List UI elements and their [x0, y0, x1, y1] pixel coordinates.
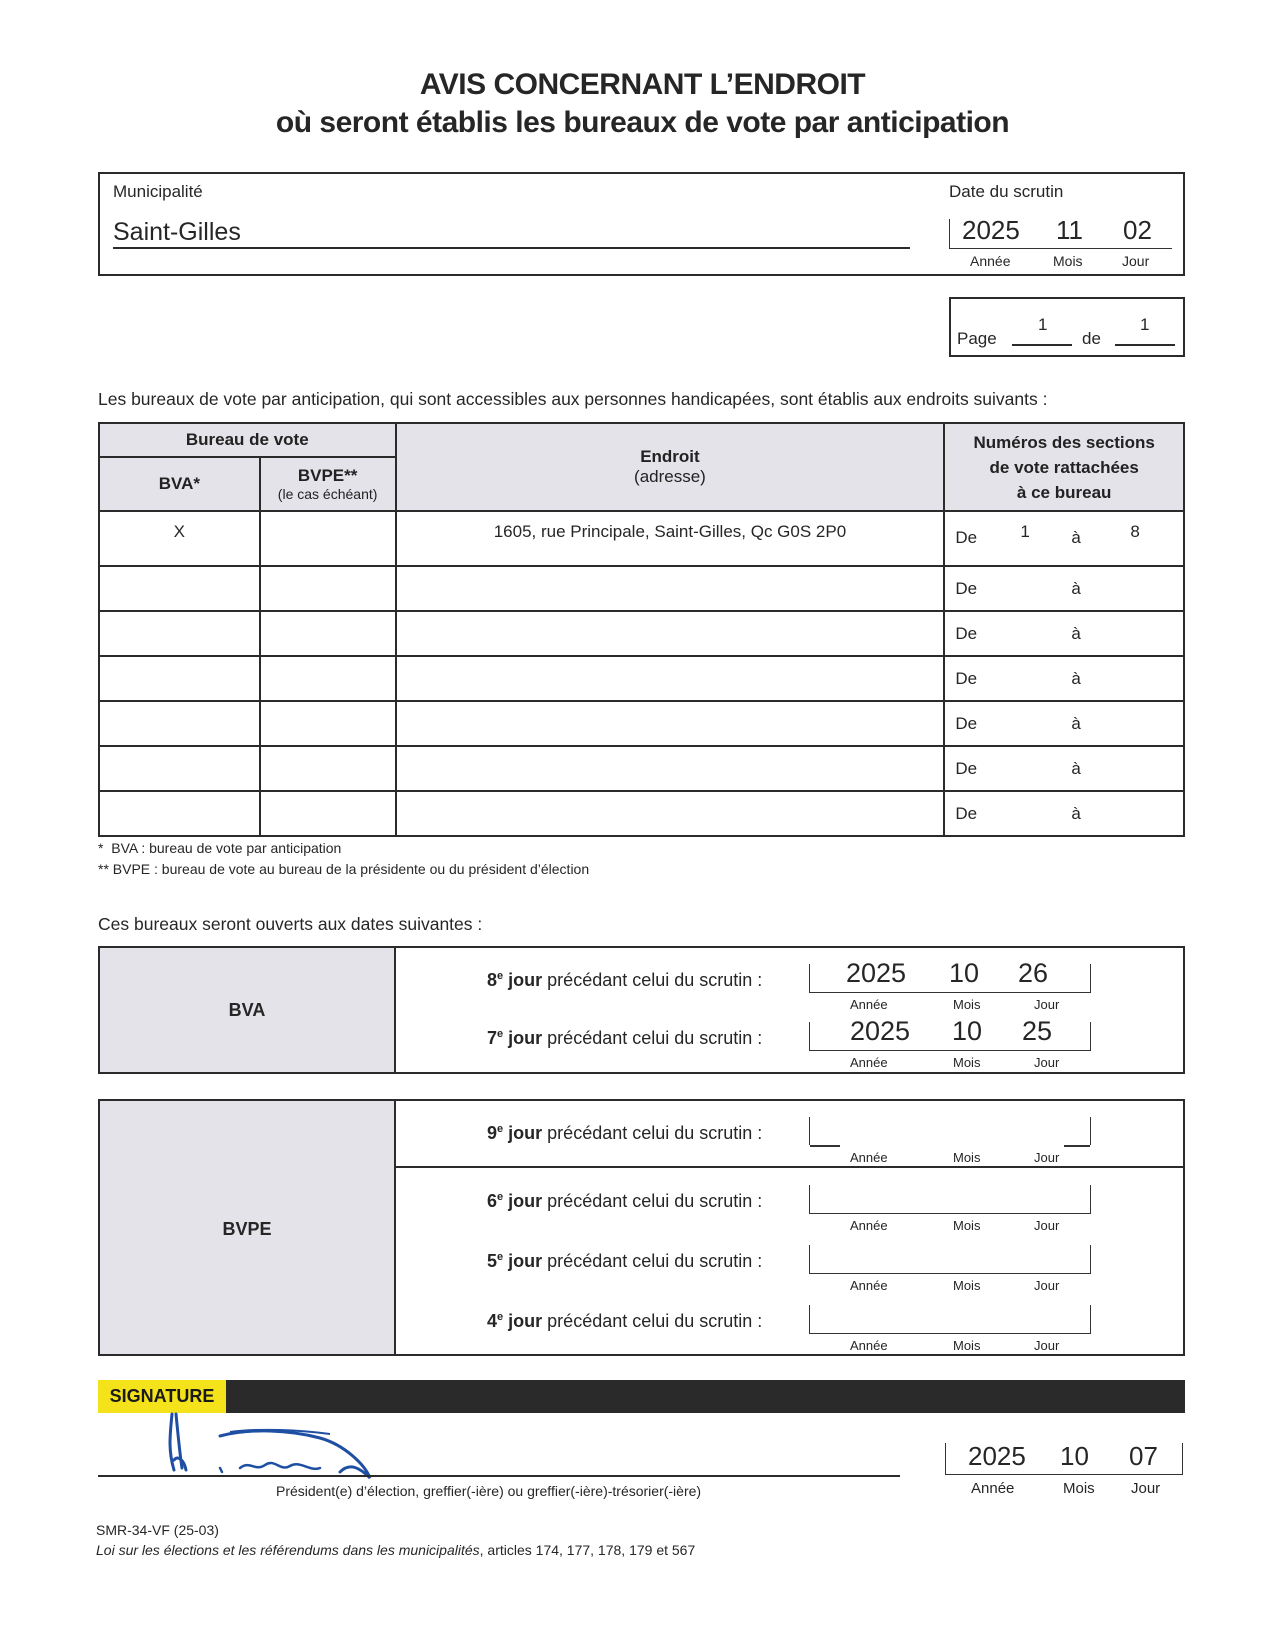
bva-cell[interactable] [99, 611, 260, 656]
bva-label: BVA [228, 1000, 266, 1020]
signature-caption: Président(e) d’élection, greffier(-ière) ou greffier(-ière)-trésorier(-ière) [276, 1483, 702, 1499]
election-month: 11 [1056, 215, 1083, 245]
bva-cell[interactable] [99, 566, 260, 611]
date-year: 2025 [850, 1016, 911, 1046]
signature-month: 10 [1060, 1441, 1089, 1471]
sections-cell[interactable] [944, 746, 1184, 791]
election-year: 2025 [962, 215, 1020, 245]
address-cell[interactable]: 1605, rue Principale, Saint-Gilles, Qc G0S 2P0 [396, 511, 945, 566]
bva-date-field-8[interactable] [809, 958, 1091, 1012]
ordinal-sup: e [497, 1028, 504, 1040]
signature-month-label: Mois [1063, 1480, 1095, 1497]
bvpe-cell[interactable] [260, 511, 396, 566]
jour-word: jour [508, 1123, 543, 1143]
bvpe-divider [394, 1099, 396, 1356]
date-month-label: Mois [953, 1278, 981, 1293]
year-caption: Année [970, 253, 1011, 269]
bvpe-cell[interactable] [260, 791, 396, 836]
from-label: De [955, 579, 978, 598]
ordinal-sup: e [497, 1251, 504, 1263]
handwritten-signature-icon [160, 1410, 390, 1480]
row-text: précédant celui du scrutin : [547, 970, 763, 990]
to-label: à [1071, 669, 1081, 688]
date-day-label: Jour [1034, 1055, 1060, 1070]
date-day: 25 [1022, 1016, 1053, 1046]
signature-line [98, 1475, 900, 1477]
municipality-label: Municipalité [113, 182, 203, 201]
jour-word: jour [508, 970, 543, 990]
polling-stations-table [98, 422, 1185, 837]
table-row [99, 701, 1184, 746]
header-endroit [396, 423, 945, 511]
bva-date-row-8 [487, 970, 762, 991]
ordinal-sup: e [497, 1123, 504, 1135]
bvpe-cell[interactable] [260, 566, 396, 611]
date-day-label: Jour [1034, 1338, 1060, 1353]
election-date-field[interactable] [949, 215, 1172, 249]
form-code: SMR-34-VF (25-03) [96, 1522, 219, 1538]
sections-cell[interactable] [944, 611, 1184, 656]
to-label: à [1071, 804, 1081, 823]
sections-cell[interactable] [944, 566, 1184, 611]
row-text: précédant celui du scrutin : [547, 1191, 763, 1211]
address-cell[interactable] [396, 656, 945, 701]
date-day-label: Jour [1034, 997, 1060, 1012]
page-number[interactable]: 1 [1038, 315, 1048, 334]
address-cell[interactable] [396, 611, 945, 656]
header-sections-line1: Numéros des sections [973, 432, 1155, 452]
election-day: 02 [1123, 215, 1152, 245]
from-label: De [955, 624, 978, 643]
ordinal-sup: e [497, 1311, 504, 1323]
ordinal-sup: e [497, 970, 504, 982]
to-label: à [1071, 579, 1081, 598]
ordinal: 7 [487, 1028, 498, 1048]
of-label: de [1082, 329, 1101, 348]
bvpe-cell[interactable] [260, 611, 396, 656]
signature-bar [98, 1380, 1185, 1413]
header-endroit-note: (adresse) [634, 467, 706, 486]
header-bureau-de-vote: Bureau de vote [99, 423, 396, 457]
bva-cell[interactable] [99, 791, 260, 836]
header-sections [944, 423, 1184, 511]
bva-date-row-7 [487, 1028, 762, 1049]
sections-cell[interactable] [944, 511, 1184, 566]
ordinal: 9 [487, 1123, 498, 1143]
month-caption: Mois [1053, 253, 1083, 269]
ordinal: 8 [487, 970, 498, 990]
signature-day-label: Jour [1131, 1480, 1161, 1497]
signature-day: 07 [1129, 1441, 1158, 1471]
bracket-left [810, 1145, 840, 1147]
address-cell[interactable] [396, 746, 945, 791]
page-title: AVIS CONCERNANT L’ENDROIT [419, 68, 866, 101]
bva-cell[interactable] [99, 746, 260, 791]
header-sections-line2: de vote rattachées [989, 457, 1139, 477]
signature-year-label: Année [971, 1480, 1015, 1497]
date-month-label: Mois [953, 1218, 981, 1233]
bvpe-label: BVPE [222, 1219, 272, 1239]
from-value: 1 [1020, 522, 1030, 541]
bva-cell[interactable] [99, 701, 260, 746]
ordinal: 6 [487, 1191, 498, 1211]
bva-cell[interactable] [99, 656, 260, 701]
address-cell[interactable] [396, 701, 945, 746]
law-title: Loi sur les élections et les référendums dans les municipalités [96, 1542, 480, 1558]
bva-cell[interactable]: X [99, 511, 260, 566]
date-month: 10 [949, 958, 980, 988]
header-bvpe [260, 457, 396, 511]
to-label: à [1071, 528, 1081, 547]
date-month: 10 [952, 1016, 983, 1046]
date-day-label: Jour [1034, 1278, 1060, 1293]
ordinal: 5 [487, 1251, 498, 1271]
date-year-label: Année [850, 1218, 888, 1233]
municipality-field[interactable]: Saint-Gilles [113, 218, 241, 246]
law-articles: , articles 174, 177, 178, 179 et 567 [479, 1542, 696, 1558]
date-month-label: Mois [953, 1055, 981, 1070]
date-day-label: Jour [1034, 1218, 1060, 1233]
sections-cell[interactable] [944, 656, 1184, 701]
header-sections-line3: à ce bureau [1016, 482, 1112, 502]
signature-label: SIGNATURE [98, 1380, 226, 1413]
bvpe-date-row-6 [487, 1191, 762, 1212]
bvpe-row-divider [394, 1166, 1185, 1168]
table-row [99, 511, 1184, 566]
row-text: précédant celui du scrutin : [547, 1028, 763, 1048]
date-year-label: Année [850, 1338, 888, 1353]
from-label: De [955, 759, 978, 778]
table-row [99, 611, 1184, 656]
bracket-right [1064, 1145, 1090, 1147]
date-day: 26 [1018, 958, 1049, 988]
bvpe-date-field-6[interactable] [809, 1185, 1091, 1233]
page-total[interactable]: 1 [1140, 315, 1150, 334]
bvpe-cell[interactable] [260, 701, 396, 746]
jour-word: jour [508, 1191, 543, 1211]
signature-year: 2025 [968, 1441, 1026, 1471]
from-label: De [955, 714, 978, 733]
bva-divider [394, 946, 396, 1074]
table-row [99, 746, 1184, 791]
election-date-label: Date du scrutin [949, 182, 1064, 201]
bvpe-date-row-5 [487, 1251, 762, 1272]
row-text: précédant celui du scrutin : [547, 1311, 763, 1331]
date-month-label: Mois [953, 997, 981, 1012]
dates-intro: Ces bureaux seront ouverts aux dates suivantes : [98, 914, 483, 934]
date-month-label: Mois [953, 1150, 981, 1165]
date-month-label: Mois [953, 1338, 981, 1353]
row-text: précédant celui du scrutin : [547, 1251, 763, 1271]
to-value: 8 [1130, 522, 1140, 541]
header-bva: BVA* [99, 457, 260, 511]
bvpe-date-field-4[interactable] [809, 1305, 1091, 1353]
from-label: De [955, 804, 978, 823]
date-year: 2025 [846, 958, 907, 988]
ordinal-sup: e [497, 1191, 504, 1203]
ordinal: 4 [487, 1311, 498, 1331]
bvpe-date-field-5[interactable] [809, 1245, 1091, 1293]
sections-cell[interactable] [944, 791, 1184, 836]
table-row [99, 791, 1184, 836]
to-label: à [1071, 624, 1081, 643]
to-label: à [1071, 714, 1081, 733]
bvpe-date-row-9 [487, 1123, 762, 1144]
row-text: précédant celui du scrutin : [547, 1123, 763, 1143]
sections-cell[interactable] [944, 701, 1184, 746]
from-label: De [955, 669, 978, 688]
date-year-label: Année [850, 1278, 888, 1293]
page-total-underline [1115, 344, 1175, 346]
header-bvpe-label: BVPE** [297, 466, 358, 485]
footnote-bvpe: ** BVPE : bureau de vote au bureau de la présidente ou du président d’élection [98, 861, 590, 877]
bva-date-field-7[interactable] [809, 1016, 1091, 1070]
address-cell[interactable] [396, 791, 945, 836]
page-number-underline [1012, 344, 1072, 346]
date-year-label: Année [850, 997, 888, 1012]
header-endroit-label: Endroit [640, 447, 700, 466]
law-reference [96, 1542, 695, 1558]
page-subtitle: où seront établis les bureaux de vote par anticipation [275, 106, 1010, 139]
date-day-label: Jour [1034, 1150, 1060, 1165]
signature-date-field[interactable] [945, 1443, 1183, 1475]
table-row [99, 566, 1184, 611]
bvpe-cell[interactable] [260, 656, 396, 701]
to-label: à [1071, 759, 1081, 778]
intro-text: Les bureaux de vote par anticipation, qui sont accessibles aux personnes handicapées, sont établis aux endroits suivants : [98, 389, 1048, 409]
page-label: Page [957, 329, 997, 348]
footnote-bva: * BVA : bureau de vote par anticipation [98, 840, 342, 856]
jour-word: jour [508, 1251, 543, 1271]
municipality-underline [113, 247, 910, 249]
table-row [99, 656, 1184, 701]
jour-word: jour [508, 1311, 543, 1331]
bvpe-date-field-9[interactable] [809, 1117, 1091, 1165]
bvpe-date-row-4 [487, 1311, 762, 1332]
from-label: De [955, 528, 978, 547]
address-cell[interactable] [396, 566, 945, 611]
date-year-label: Année [850, 1055, 888, 1070]
day-caption: Jour [1122, 253, 1150, 269]
bvpe-cell[interactable] [260, 746, 396, 791]
header-bvpe-note: (le cas échéant) [277, 486, 378, 502]
date-year-label: Année [850, 1150, 888, 1165]
jour-word: jour [508, 1028, 543, 1048]
